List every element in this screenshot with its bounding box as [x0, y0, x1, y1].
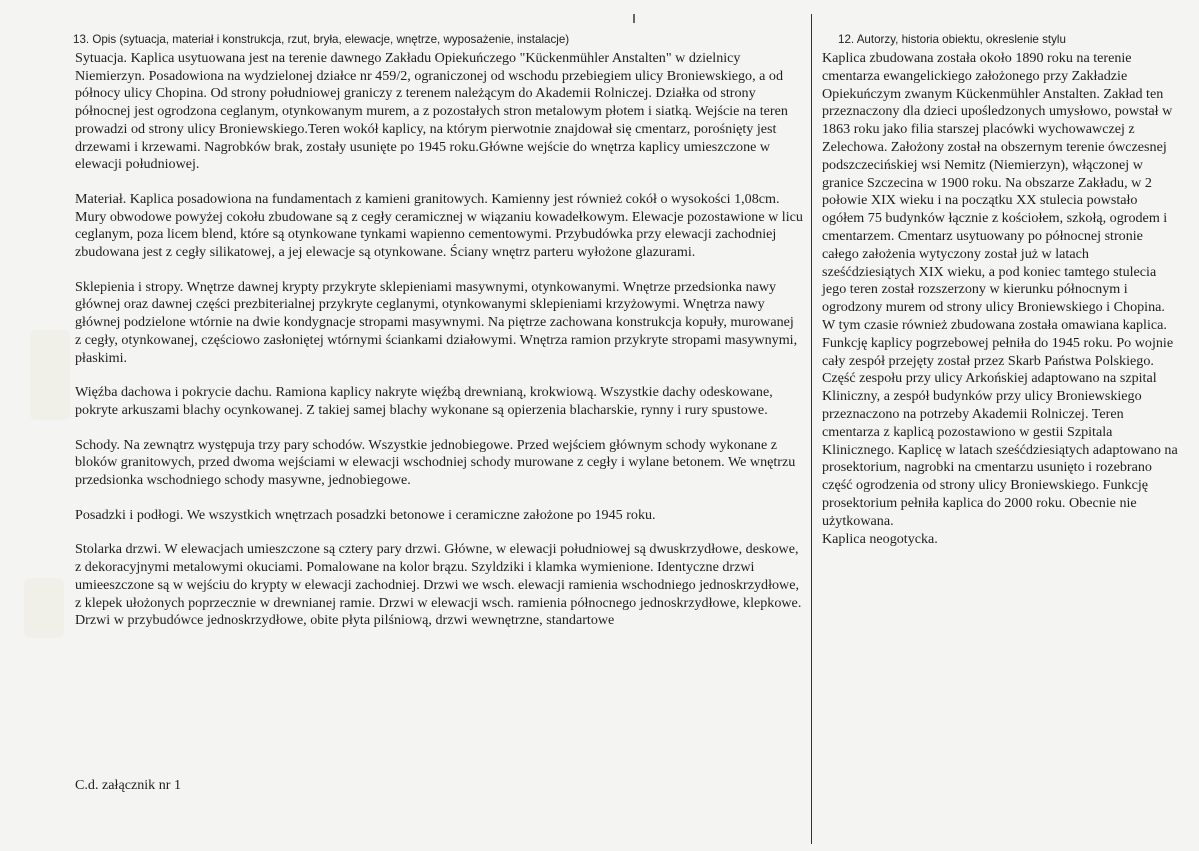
paragraph-posadzki: Posadzki i podłogi. We wszystkich wnętrzach posadzki betonowe i ceramiczne założone po 1945 roku. [75, 506, 656, 523]
paragraph-stolarka: Stolarka drzwi. W elewacjach umieszczone są cztery pary drzwi. Główne, w elewacji południowej są dwuskrzydłowe, deskowe, z dekoracyjnymi metalowymi okuciami. Pomalowane na kolor brązu. Szyldziki i klamka wymienione. Identyczne drzwi umieeszczone są w wejściu do krypty w elewacji zachodniej. Drzwi we wsch. elewacji ramienia wschodniego jednoskrzydłowe, z klepek ułożonych poprzecznie w drewnianej ramie. Drzwi w elewacji wsch. ramienia północnego jednoskrzydłowe, klepkowe. Drzwi w przybudówce jednoskrzydłowe, obite płyta pilśniową, drzwi wewnętrzne, standartowe [75, 541, 802, 629]
section-13-column [63, 32, 803, 647]
paragraph-sytuacja: Sytuacja. Kaplica usytuowana jest na terenie dawnego Zakładu Opiekuńczego "Kückenmühler Anstalten" w dzielnicy Niemierzyn. Posadowiona na wydzielonej działce nr 459/2, ograniczonej od wschodu przebiegiem ulicy Broniewskiego, a od północy ulicy Chopina. Od strony południowej graniczy z terenem należącym do Akademii Rolniczej. Działka od strony północnej jest ogrodzona ceglanym, otynkowanym murem, a z pozostałych stron metalowym płotem i siatką. Wejście na teren prowadzi od strony ulicy Broniewskiego.Teren wokół kaplicy, na którym pierwotnie znajdował się cmentarz, porośnięty jest drzewami i krzewami. Nagrobków brak, zostały usunięte po 1945 roku.Główne wejście do wnętrza kaplicy umieszczone w elewacji południowej. [75, 50, 788, 173]
paragraph-material: Materiał. Kaplica posadowiona na fundamentach z kamieni granitowych. Kamienny jest również cokół o wysokości 1,08cm. Mury obwodowe powyżej cokołu zbudowane są z cegły ceramicznej w wiązaniu kowadełkowym. Elewacje pozostawione w licu ceglanym, poza licem blend, które są otynkowane tynkami wapienno cementowymi. Przybudówka przy elewacji zachodniej zbudowana jest z cegły silikatowej, a jej elewacje są otynkowane. Ściany wnętrz parteru wyłożone glazurami. [75, 190, 803, 261]
column-divider [811, 14, 812, 844]
scan-mark [633, 14, 635, 23]
paragraph-wiezba: Więźba dachowa i pokrycie dachu. Ramiona kaplicy nakryte więźbą drewnianą, krokwiową. Wszystkie dachy odeskowane, pokryte arkuszami blachy ocynkowanej. Z takiej samej blachy wykonane są opierzenia blacharskie, rynny i rury spustowe. [75, 384, 773, 418]
paragraph-sklepienia: Sklepienia i stropy. Wnętrze dawnej krypty przykryte sklepieniami masywnymi, otynkowanymi. Wnętrze przedsionka nawy głównej oraz dawnej części prezbiterialnej przykryte ceglanymi, otynkowanymi sklepieniami krzyżowymi. Wnętrza nawy głównej podzielone wtórnie na dwie kondygnacje stropami masywnymi. Na piętrze zachowana konstrukcja kopuły, murowanej z cegły, otynkowanej, częściowo zasłoniętej wtórnymi ściankami działowymi. Wnętrza ramion przykryte stropami masywnymi, płaskimi. [75, 278, 798, 366]
continuation-note: C.d. załącznik nr 1 [75, 777, 182, 793]
paragraph-history: Kaplica zbudowana została około 1890 roku na terenie cmentarza ewangelickiego założonego przy Zakładzie Opiekuńczym zwanym Kückenmühler Anstalten. Zakład ten przeznaczony dla dzieci upośledzonych umysłowo, powstał w 1863 roku jako filia starszej placówki wychowawczej z Zelechowa. Założony został na obszernym terenie ówczesnej podszczecińskiej wsi Nemitz (Niemierzyn), włączonej w granice Szczecina w 1900 roku. Na obszarze Zakładu, w 2 połowie XIX wieku i na początku XX stulecia powstało ogółem 75 budynków łącznie z kościołem, szkołą, ogrodem i cmentarzem. Cmentarz usytuowany po północnej stronie całego założenia wytyczony został już w latach sześćdziesiątych XIX wieku, a pod koniec tamtego stulecia jego teren został rozszerzony w kierunku północnym i ogrodzony murem od strony ulicy Broniewskiego i Chopina. W tym czasie również zbudowana została omawiana kaplica. Funkcję kaplicy pogrzebowej pełniła do 1945 roku. Po wojnie cały zespół przejęty został przez Skarb Państwa Polskiego. Część zespołu przy ulicy Arkońskiej adaptowano na szpital Kliniczny, a zespół budynków przy ulicy Broniewskiego przeznaczono na potrzeby Akademii Rolniczej. Teren cmentarza z kaplicą pozostawiono w gestii Szpitala Klinicznego. Kaplicę w latach sześćdziesiątych adaptowano na prosektorium, nagrobki na cmentarzu usunięto i rozebrano część ogrodzenia od strony ulicy Broniewskiego. Funkcję prosektorium pełniła kaplica do 2000 roku. Obecnie nie użytkowana. [822, 50, 1178, 529]
section-13-header: 13. Opis (sytuacja, materiał i konstrukcja, rzut, bryła, elewacje, wnętrze, wyposażenie, instalacje) [73, 33, 570, 46]
paragraph-style: Kaplica neogotycka. [822, 530, 938, 547]
paragraph-schody: Schody. Na zewnątrz występuja trzy pary schodów. Wszystkie jednobiegowe. Przed wejściem głównym schody wykonane z bloków granitowych, przed dwoma wejściami w elewacji wschodniej schody murowane z cegły i wylane betonem. We wnętrzu przedsionka wschodniego schody masywne, jednobiegowe. [75, 436, 796, 489]
section-12-column [820, 32, 1180, 548]
paper-stain [24, 578, 64, 638]
section-12-header: 12. Autorzy, historia obiektu, okreslenie stylu [838, 33, 1066, 46]
